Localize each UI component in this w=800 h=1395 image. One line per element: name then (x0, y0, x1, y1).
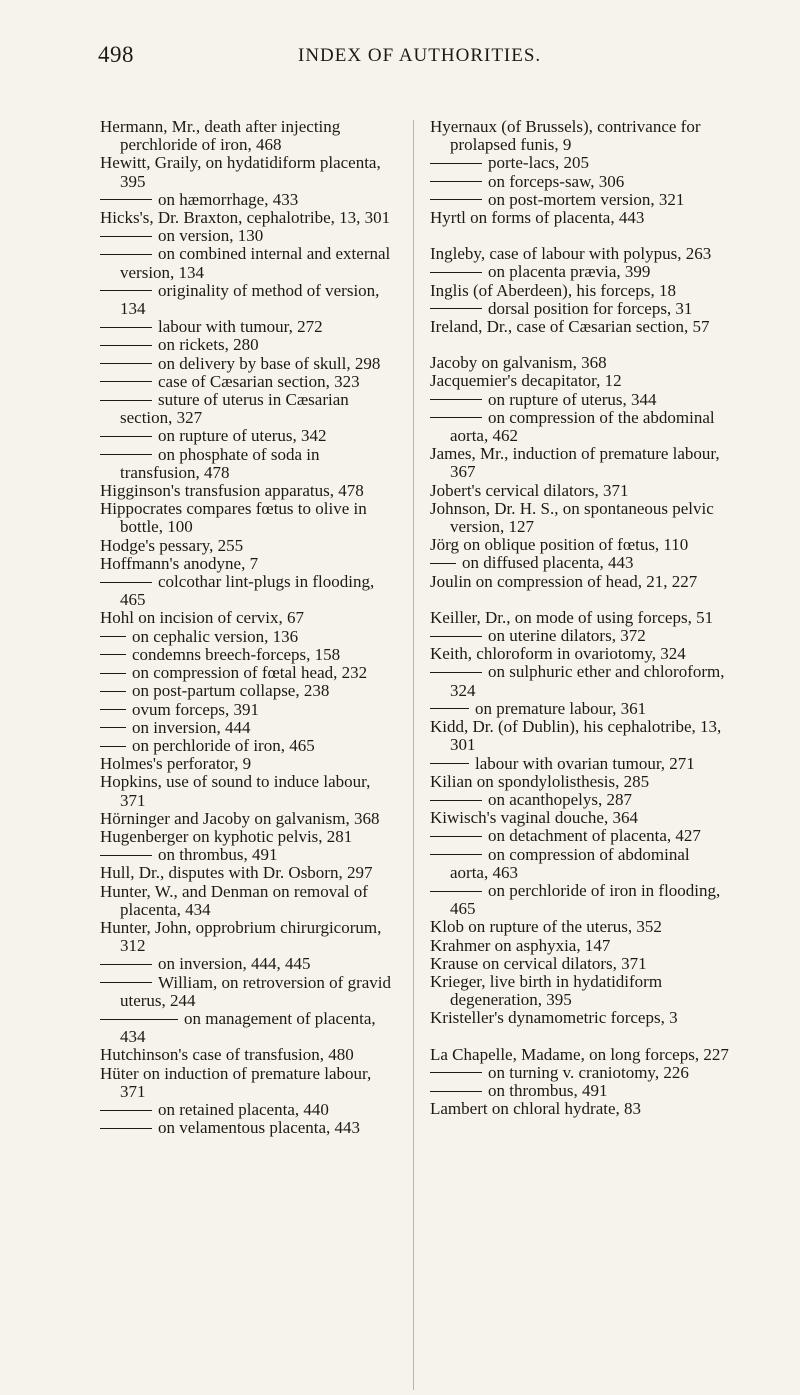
ditto-rule (430, 563, 456, 564)
index-entry (100, 555, 400, 573)
entry-text: Krieger, live birth in hydatidiform degeneration, 395 (430, 971, 663, 1010)
entry-text: Hicks's, Dr. Braxton, cephalotribe, 13, 301 (100, 208, 391, 228)
entry-text: on compression of fœtal head, 232 (132, 663, 368, 683)
entry-text: on turning v. craniotomy, 226 (488, 1062, 689, 1082)
entry-text: Hyernaux (of Brussels), contrivance for prolapsed funis, 9 (430, 117, 701, 155)
index-entry (430, 1009, 730, 1027)
entry-text: on detachment of placenta, 427 (488, 826, 701, 846)
index-entry (430, 973, 730, 1009)
index-subentry (100, 737, 400, 755)
index-subentry (430, 663, 730, 699)
index-entry (430, 573, 730, 591)
section-gap (430, 336, 730, 354)
index-entry (430, 318, 730, 336)
entry-text: Kilian on spondylolisthesis, 285 (430, 771, 650, 791)
ditto-rule (100, 727, 126, 728)
ditto-rule (430, 1072, 482, 1073)
entry-text: on perchloride of iron in flooding, 465 (450, 880, 721, 919)
entry-text: porte-lacs, 205 (488, 153, 590, 173)
index-subentry (430, 846, 730, 882)
entry-text: ovum forceps, 391 (132, 699, 260, 719)
ditto-rule (100, 400, 152, 401)
entry-text: Johnson, Dr. H. S., on spontaneous pelvic version, 127 (430, 498, 714, 537)
ditto-rule (100, 199, 152, 200)
index-entry (100, 537, 400, 555)
ditto-rule (430, 399, 482, 400)
entry-text: Jacoby on galvanism, 368 (430, 353, 607, 373)
entry-text: Jobert's cervical dilators, 371 (430, 480, 629, 500)
index-subentry (430, 391, 730, 409)
index-entry (430, 209, 730, 227)
entry-text: Ingleby, case of labour with polypus, 263 (430, 244, 712, 264)
index-entry (430, 118, 730, 154)
entry-text: Higginson's transfusion apparatus, 478 (100, 481, 364, 501)
entry-text: Hüter on induction of premature labour, 371 (100, 1063, 372, 1101)
index-subentry (100, 427, 400, 445)
entry-text: on cephalic version, 136 (132, 626, 299, 646)
index-subentry (100, 682, 400, 700)
entry-text: on delivery by base of skull, 298 (158, 353, 381, 373)
index-entry (430, 482, 730, 500)
entry-text: Jacquemier's decapitator, 12 (430, 371, 622, 391)
index-entry (430, 536, 730, 554)
ditto-rule (100, 982, 152, 983)
ditto-rule (100, 363, 152, 364)
index-subentry (100, 974, 400, 1010)
index-subentry (100, 336, 400, 354)
entry-text: Hermann, Mr., death after injecting perchloride of iron, 468 (100, 117, 341, 155)
entry-text: Hippocrates compares fœtus to olive in bottle, 100 (100, 499, 367, 537)
entry-text: James, Mr., induction of premature labour, 367 (430, 444, 720, 482)
index-entry (430, 372, 730, 390)
entry-text: on post-partum collapse, 238 (132, 681, 330, 701)
ditto-rule (430, 763, 469, 764)
entry-text: on rupture of uterus, 344 (488, 389, 657, 409)
entry-text: Hewitt, Graily, on hydatidiform placenta, 395 (100, 153, 381, 191)
index-subentry (100, 245, 400, 281)
entry-text: Inglis (of Aberdeen), his forceps, 18 (430, 280, 676, 300)
entry-text: Kristeller's dynamometric forceps, 3 (430, 1008, 678, 1028)
ditto-rule (100, 345, 152, 346)
index-entry (100, 919, 400, 955)
section-gap (430, 227, 730, 245)
ditto-rule (100, 254, 152, 255)
entry-text: condemns breech-forceps, 158 (132, 644, 341, 664)
index-subentry (430, 827, 730, 845)
entry-text: Hunter, John, opprobrium chirurgicorum, 312 (100, 917, 382, 956)
index-subentry (430, 1082, 730, 1100)
entry-text: William, on retroversion of gravid uterus, 244 (120, 972, 392, 1010)
index-subentry (100, 282, 400, 318)
ditto-rule (100, 290, 152, 291)
index-entry (430, 500, 730, 536)
entry-text: originality of method of version, 134 (120, 280, 380, 319)
entry-text: on velamentous placenta, 443 (158, 1118, 361, 1138)
entry-text: Keiller, Dr., on mode of using forceps, 51 (430, 607, 714, 627)
index-subentry (100, 719, 400, 737)
entry-text: Hull, Dr., disputes with Dr. Osborn, 297 (100, 863, 373, 883)
index-entry (430, 245, 730, 263)
index-entry (100, 755, 400, 773)
ditto-rule (430, 308, 482, 309)
entry-text: on diffused placenta, 443 (462, 553, 634, 573)
index-subentry (100, 227, 400, 245)
index-entry (430, 809, 730, 827)
index-subentry (100, 701, 400, 719)
index-subentry (430, 263, 730, 281)
ditto-rule (100, 673, 126, 674)
index-subentry (430, 409, 730, 445)
index-subentry (430, 700, 730, 718)
entry-text: Ireland, Dr., case of Cæsarian section, 57 (430, 317, 710, 337)
index-entry (430, 354, 730, 372)
index-entry (100, 118, 400, 154)
entry-text: Hörninger and Jacoby on galvanism, 368 (100, 808, 380, 828)
ditto-rule (100, 691, 126, 692)
ditto-rule (100, 454, 152, 455)
index-column-left (100, 118, 400, 1137)
entry-text: Joulin on compression of head, 21, 227 (430, 571, 698, 591)
ditto-rule (100, 636, 126, 637)
index-entry (430, 445, 730, 481)
index-entry (100, 482, 400, 500)
entry-text: on premature labour, 361 (475, 698, 647, 718)
index-subentry (430, 1064, 730, 1082)
entry-text: Hutchinson's case of transfusion, 480 (100, 1045, 354, 1065)
entry-text: on forceps-saw, 306 (488, 171, 625, 191)
index-subentry (100, 355, 400, 373)
ditto-rule (100, 1019, 178, 1020)
entry-text: on phosphate of soda in transfusion, 478 (120, 444, 320, 482)
index-subentry (100, 1010, 400, 1046)
ditto-rule (430, 836, 482, 837)
index-subentry (430, 300, 730, 318)
entry-text: Hoffmann's anodyne, 7 (100, 553, 259, 573)
entry-text: on retained placenta, 440 (158, 1099, 329, 1119)
entry-text: on acanthopelys, 287 (488, 789, 632, 809)
ditto-rule (100, 709, 126, 710)
ditto-rule (100, 436, 152, 437)
index-subentry (100, 573, 400, 609)
ditto-rule (430, 181, 482, 182)
ditto-rule (430, 854, 482, 855)
page-header (0, 42, 800, 72)
ditto-rule (100, 746, 126, 747)
index-subentry (100, 664, 400, 682)
column-divider (413, 120, 414, 1390)
index-subentry (100, 373, 400, 391)
entry-text: on compression of abdominal aorta, 463 (450, 844, 690, 882)
index-entry (430, 645, 730, 663)
index-entry (100, 773, 400, 809)
entry-text: on uterine dilators, 372 (488, 626, 646, 646)
running-title: INDEX OF AUTHORITIES. (298, 45, 542, 66)
entry-text: on inversion, 444, 445 (158, 954, 311, 974)
ditto-rule (100, 582, 152, 583)
ditto-rule (430, 800, 482, 801)
index-subentry (100, 646, 400, 664)
index-entry (100, 828, 400, 846)
entry-text: on post-mortem version, 321 (488, 189, 685, 209)
index-entry (430, 282, 730, 300)
entry-text: on rickets, 280 (158, 335, 259, 355)
entry-text: Lambert on chloral hydrate, 83 (430, 1099, 642, 1119)
entry-text: on combined internal and external version, 134 (120, 244, 391, 282)
entry-text: on compression of the abdominal aorta, 462 (450, 407, 715, 446)
index-subentry (100, 391, 400, 427)
index-entry (430, 773, 730, 791)
ditto-rule (100, 855, 152, 856)
entry-text: on placenta prævia, 399 (488, 262, 651, 282)
index-column-right (430, 118, 730, 1118)
entry-text: Klob on rupture of the uterus, 352 (430, 917, 662, 937)
entry-text: Hunter, W., and Denman on removal of placenta, 434 (100, 881, 368, 919)
entry-text: suture of uterus in Cæsarian section, 327 (120, 390, 349, 428)
index-entry (430, 918, 730, 936)
ditto-rule (100, 964, 152, 965)
index-entry (100, 209, 400, 227)
index-subentry (430, 627, 730, 645)
entry-text: Krahmer on asphyxia, 147 (430, 935, 611, 955)
index-subentry (100, 191, 400, 209)
index-subentry (100, 1119, 400, 1137)
entry-text: La Chapelle, Madame, on long forceps, 227 (430, 1044, 729, 1064)
entry-text: Krause on cervical dilators, 371 (430, 953, 647, 973)
ditto-rule (100, 1128, 152, 1129)
index-entry (100, 864, 400, 882)
index-entry (100, 1046, 400, 1064)
entry-text: on management of placenta, 434 (120, 1008, 376, 1047)
entry-text: Keith, chloroform in ovariotomy, 324 (430, 644, 686, 664)
index-subentry (430, 154, 730, 172)
entry-text: Kiwisch's vaginal douche, 364 (430, 808, 638, 828)
entry-text: Hodge's pessary, 255 (100, 535, 244, 555)
index-entry (430, 955, 730, 973)
entry-text: labour with ovarian tumour, 271 (475, 753, 695, 773)
index-entry (430, 937, 730, 955)
entry-text: on rupture of uterus, 342 (158, 426, 327, 446)
ditto-rule (430, 672, 482, 673)
index-entry (430, 1046, 730, 1064)
entry-text: labour with tumour, 272 (158, 317, 323, 337)
entry-text: case of Cæsarian section, 323 (158, 371, 360, 391)
section-gap (430, 1028, 730, 1046)
entry-text: dorsal position for forceps, 31 (488, 298, 693, 318)
index-subentry (100, 1101, 400, 1119)
index-subentry (430, 191, 730, 209)
index-entry (100, 609, 400, 627)
entry-text: Jörg on oblique position of fœtus, 110 (430, 535, 689, 555)
index-entry (100, 1065, 400, 1101)
entry-text: on version, 130 (158, 226, 264, 246)
index-subentry (100, 446, 400, 482)
ditto-rule (430, 636, 482, 637)
ditto-rule (430, 417, 482, 418)
index-entry (100, 810, 400, 828)
ditto-rule (100, 1110, 152, 1111)
entry-text: on perchloride of iron, 465 (132, 735, 315, 755)
ditto-rule (430, 163, 482, 164)
index-entry (430, 718, 730, 754)
entry-text: Hopkins, use of sound to induce labour, 371 (100, 772, 371, 810)
index-entry (100, 883, 400, 919)
entry-text: Kidd, Dr. (of Dublin), his cephalotribe, 13, 301 (430, 717, 722, 755)
entry-text: Hohl on incision of cervix, 67 (100, 608, 304, 628)
ditto-rule (100, 654, 126, 655)
index-subentry (430, 554, 730, 572)
entry-text: on sulphuric ether and chloroform, 324 (450, 662, 725, 700)
ditto-rule (430, 1091, 482, 1092)
index-entry (100, 500, 400, 536)
index-subentry (430, 173, 730, 191)
entry-text: on hæmorrhage, 433 (158, 189, 299, 209)
index-subentry (100, 846, 400, 864)
index-entry (430, 1100, 730, 1118)
index-entry (100, 154, 400, 190)
entry-text: Hugenberger on kyphotic pelvis, 281 (100, 826, 353, 846)
entry-text: colcothar lint-plugs in flooding, 465 (120, 572, 375, 610)
entry-text: Holmes's perforator, 9 (100, 754, 252, 774)
page-number: 498 (98, 42, 134, 67)
ditto-rule (430, 199, 482, 200)
entry-text: Hyrtl on forms of placenta, 443 (430, 208, 645, 228)
ditto-rule (430, 272, 482, 273)
index-subentry (430, 755, 730, 773)
entry-text: on thrombus, 491 (488, 1080, 608, 1100)
index-subentry (430, 791, 730, 809)
index-entry (430, 609, 730, 627)
entry-text: on inversion, 444 (132, 717, 251, 737)
ditto-rule (100, 236, 152, 237)
entry-text: on thrombus, 491 (158, 845, 278, 865)
ditto-rule (430, 891, 482, 892)
index-subentry (100, 318, 400, 336)
index-subentry (430, 882, 730, 918)
index-subentry (100, 955, 400, 973)
ditto-rule (430, 708, 469, 709)
ditto-rule (100, 381, 152, 382)
index-subentry (100, 628, 400, 646)
ditto-rule (100, 327, 152, 328)
section-gap (430, 591, 730, 609)
